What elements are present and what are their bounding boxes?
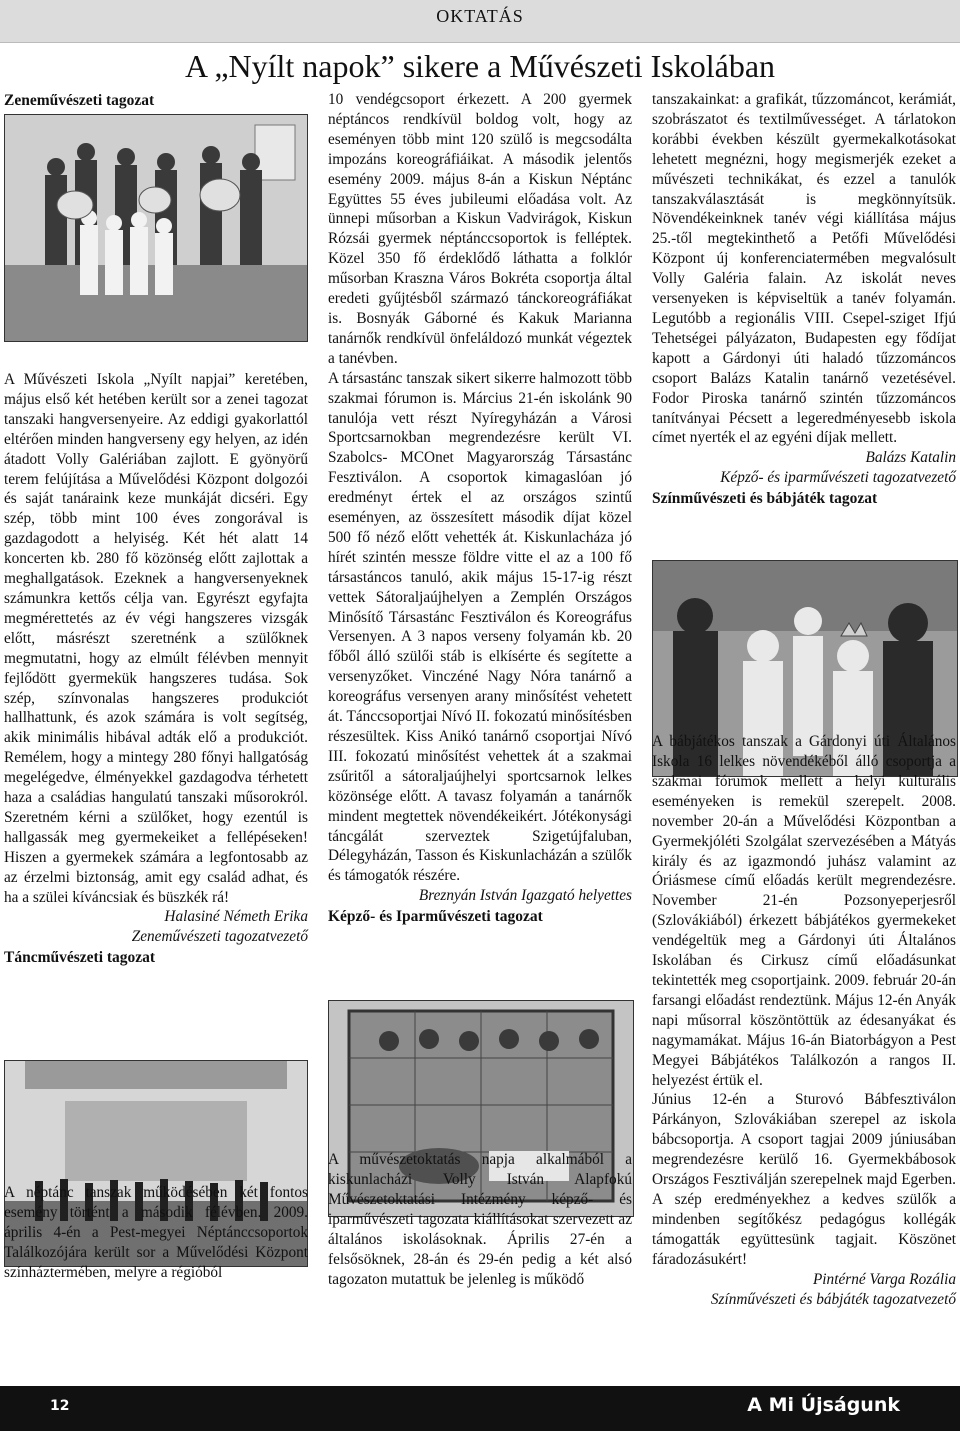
drama-signature-name: Pintérné Varga Rozália <box>812 1270 956 1288</box>
music-text: A Művészeti Iskola „Nyílt napjai” keretében, május első két hetében került sor a zenei tagozat tanszaki hangversenyeire. Az eddigi gyakorlattól eltérően minden hangverseny egy helyen, az idén átadott Volly Galériában zajlott. E gyönyörű terem felújítása a Művelődési Központ dolgozói és saját tanáraink keze munkáját dicséri. Egy szép, több mint 100 éves zongorával is gazdagodott a helyiség. Két hét alatt 14 koncerten kb. 280 fő közönség előtt zajlottak a meghallgatások. Ezeknek a hangversenyeknek számunkra kettős célja van. Egyrészt egyfajta megmérettetés az év végi hangszeres vizsgák előtt, másrészt szeretnénk a szülőknek megmutatni, hogy az elmúlt félévben mennyit fejlődött gyermekük hangszeres tudása. Sok szép, színvonalas hangszeres produkciót hallhattunk, és azok számára is volt segítség, akik minimális hibával adták elő a produkciót. Remélem, hogy a mintegy 280 főnyi hallgatóság megelégedve, élményekkel gazdagodva térhetett haza a családias hangulatú tanszaki műsorokról. Szeretném kérni a szülőket, hogy ezentúl is hallgassák meg gyermekeiket a fellépéseken! Hiszen a gyermekek számára a legfontosabb az az érzelmi biztonság, amit egy család adhat, és ha a szülei kíváncsiak és büszkék rá! <box>4 371 308 906</box>
dance-heading: Táncművészeti tagozat <box>4 949 156 967</box>
dance-text: A néptánc tanszak működésében két fontos esemény történt a második félévben. 2009. április 4-én a Pest-megyei Néptánccsoportok Találkozójára került sor a Művelődési Központ színháztermében, melyre a régióból <box>4 1184 308 1281</box>
art-text: A művészetoktatás napja alkalmából a kiskunlacházi Volly István Alapfokú Művészetoktatási Intézmény képző- és iparművészeti tagozata kiállításokat szervezett az általános iskolásoknak. Április 27-én a felsősöknek, 28-án és 29-én pedig a két alsó tagozaton mutattuk be jelenleg is működő <box>328 1151 632 1288</box>
art-heading: Képző- és Iparművészeti tagozat <box>328 908 543 926</box>
dance-text-continued: 10 vendégcsoport érkezett. A 200 gyermek néptáncos rendkívül boldog volt, hogy az eseményen több mint 120 szülő is megcsodálta impozáns koreográfiáikat. A második jelentős esemény 2009. május 8-án a Kiskun Néptánc Együttes 55 éves jubileumi előadása volt. Az ünnepi műsorban a Kiskun Vadvirágok, Kiskun Rózsái gyermek néptánccsoportok is felléptek. Közel 350 fő érdeklődő láthatta a folklór műsorban Kraszna Város Bokréta csoportja által eredeti gyűjtésből származó tánckoreográfiákat is. Bosnyák Gáborné és Kakuk Marianna tanárnők rendkívül önfeláldozó munkát végeztek a tanévben. <box>328 91 632 367</box>
dance-photo-space <box>4 969 308 1183</box>
drama-text: A bábjátékos tanszak a Gárdonyi úti Általános Iskola 16 lelkes növendékéből álló csoportja a szakmai fórumok mellett a helyi kulturális eseményeken is remekül szerepelt. 2008. november 20-án a Művelődési Központban a Gyermekjóléti Szolgálat szervezésében a Mátyás király és az igazmondó juhász valamint az Óriásmese című előadás került megrendezésre. November 21-én Pozsonyeperjesről (Szlovákiából) érkezett bábjátékos gyermekeket vendégeltük meg a Gárdonyi úti Általános Iskolában és Cirkusz című előadásunkat tekintették meg csoportjaink. 2009. február 20-án farsangi előadást rendeztünk. Május 12-én Anyák napi műsorral köszöntöttük az édesanyákat és nagymamákat. Május 16-án Biatorbágyon a Pest Megyei Bábjátékos Találkozón a rangos II. helyezést értük el. <box>652 733 956 1089</box>
music-photo-space <box>4 112 308 370</box>
music-signature-name: Halasiné Németh Erika <box>164 908 308 926</box>
page-number: 12 <box>50 1398 70 1414</box>
art-signature-role: Képző- és iparművészeti tagozatvezető <box>720 469 956 487</box>
section-bar <box>0 0 960 43</box>
art-photo-space <box>328 928 632 1150</box>
dance-text-ballroom: A társastánc tanszak sikert sikerre halmozott több szakmai fórumon is. Március 21-én iskolánk 90 tanulója vett részt Nyíregyházán a Városi Sportcsarnokban megrendezésre került VI. Szabolcs- MCOnet Magyarország Társastánc Fesztiválon. A csoportok kimagaslóan jó eredményt értek el az országos szintű eseményen, az összesített második díjat közel 500 fő néző előtt vehették át. Kiskunlacháza jó hírét szintén messze földre vitte el az a 100 fő társastáncos tanuló, akik május 15-17-ig részt vettek Sátoraljaújhelyen a Zemplén Országos Minősítő Társastánc Fesztiválon és Koreográfus Versenyen. A 3 napos verseny folyamán kb. 20 főből álló szülői stáb is elkísérte és segítette a versenyzőket. Vinczéné Nagy Nóra tanárnő a koreográfus versenyen arany minősítést vehetett át. Tánccsoportjai Nívó II. fokozatú minősítésben részesültek. Kiss Anikó tanárnő csoportjai Nívó III. fokozatú minősítést vehettek át a szakmai zsűritől a sátoraljaújhelyi sportcsarnok lelkes közönsége előtt. A tavasz folyamán a tanárnők mindent megtettek növendékeikért. Jótékonysági táncgálát szerveztek Szigetújfaluban, Délegyházán, Tasson és Kiskunlacházán a szülők és támogatók részére. <box>328 369 632 885</box>
publication-name: A Mi Újságunk <box>747 1394 900 1416</box>
dance-signature: Breznyán István Igazgató helyettes <box>418 887 632 905</box>
column-3 <box>652 90 956 1309</box>
drama-signature-role: Színművészeti és bábjáték tagozatvezető <box>710 1290 956 1308</box>
section-label: OKTATÁS <box>436 6 524 26</box>
column-2 <box>328 90 632 1290</box>
drama-text-2: Június 12-én a Sturovó Bábfesztiválon Párkányon, Szlovákiában szerepel az iskola bábcsoportja. A csoport tagjai 2009 júniusában megrendezésre kerülő 16. Gyermekbábosok Országos Fesztiválján szerepelnek majd Egerben. A szép eredményekhez a kedves szülők a mindenben segítőkész pedagógus kollégák támogatták együttesünk tagjait. Köszönet fáradozásukért! <box>652 1091 956 1268</box>
art-text-continued: tanszakainkat: a grafikát, tűzzománcot, kerámiát, szobrászatot és textilművességet. A tárlatokon korábbi években készült gyermekalkotásokat lehetett megnézni, hogy megismerjék ezeket a művészeti technikákat, és ezzel a tanulók tanszakválasztását is megkönnyítsük. Növendékeinknek tanév végi kiállítása május 25.-től megtekinthető a Petőfi Művelődési Központ új konferenciatermében megvalósult Volly Galéria falain. Az iskolát neves versenyeken is képviseltük a tanév folyamán. Legutóbb a regionális VIII. Csepel-sziget Ifjú Tehetségei pályázaton, Budapesten egy fődíjat kapott a Gárdonyi úti haladó tűzzománcos csoport Balázs Katalin tanárnő vezetésével. Fodor Piroska tanárnő szintén tűzzománcos tanítványai Pécsett a legeredményesebb iskola címet nyerték el az egyéni díjak mellett. <box>652 91 956 447</box>
drama-heading: Színművészeti és bábjáték tagozat <box>652 490 878 508</box>
art-signature-name: Balázs Katalin <box>865 449 956 467</box>
music-signature-role: Zeneművészeti tagozatvezető <box>131 928 308 946</box>
column-1 <box>4 90 308 1283</box>
footer-bar <box>0 1386 960 1431</box>
article-headline: A „Nyílt napok” sikere a Művészeti Iskolában <box>184 48 776 84</box>
music-heading: Zeneművészeti tagozat <box>4 92 155 109</box>
drama-photo-space <box>652 510 956 732</box>
